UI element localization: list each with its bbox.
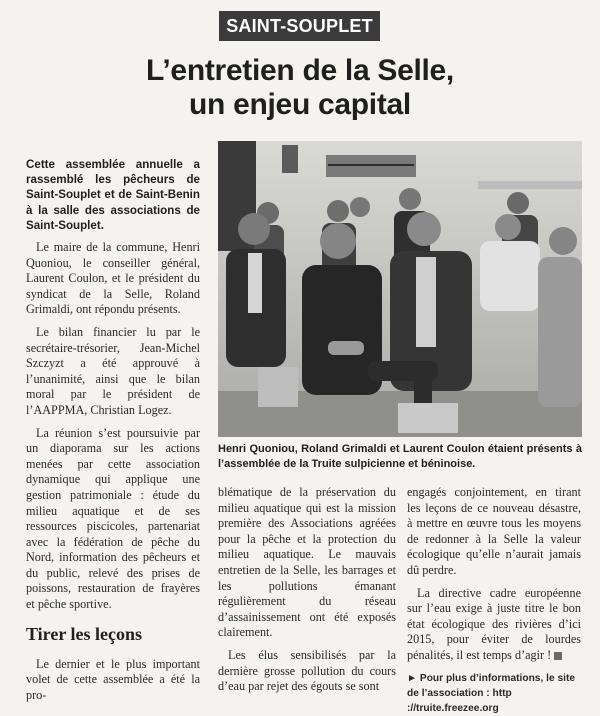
middle-column [218,485,396,702]
paragraph: La réunion s’est poursuivie par un diaporama sur les actions menées par cette association dynamique qui applique une gestion patrimoniale : étude du milieu aquatique et de ses ressources piscicoles, partenariat avec la fédération de pêche du Nord, information des pêcheurs et du public, relevé des prises de poissons, restauration de frayères et pêche sportive. [26,425,200,612]
right-column [407,485,581,716]
meeting-photo [218,141,582,437]
paragraph: Les élus sensibilisés par la dernière grosse pollution du cours d’eau par rejet des égouts se sont [218,647,396,694]
headline-line-2: un enjeu capital [189,88,411,121]
more-info-link: ► Pour plus d’informations, le site de l’association : http ://truite.freezee.org [407,672,576,714]
meeting-photo-illustration [218,141,582,437]
paragraph: blématique de la préservation du milieu aquatique qui est la mission première des Associations agréées pour la pêche et la protection du milieu aquatique. Le mauvais entretien de la Selle, les barrages et les pollutions émanant régulièrement du réseau d’assainissement ont été exposés clairement. [218,485,396,640]
paragraph: Le dernier et le plus important volet de cette assemblée a été la pro- [26,656,200,702]
section-kicker: SAINT-SOUPLET [219,11,380,41]
headline-line-1: L’entretien de la Selle, [146,54,454,87]
left-column [26,157,200,710]
article-chapo: Cette assemblée annuelle a rassemblé les pêcheurs de Saint-Souplet et de Saint-Benin à la salle des associations de Saint-Souplet. [26,158,200,232]
paragraph [407,586,581,664]
paragraph-text: La directive cadre européenne sur l’eau exige à juste titre le bon état écologique des rivières d’ici 2015, pour éviter de lourdes pénalités, il est temps d’agir ! [407,585,581,662]
article-subhead: Tirer les leçons [26,623,142,644]
paragraph: engagés conjointement, en tirant les leçons de ce nouveau désastre, à mettre en œuvre tous les moyens de redonner à la Selle la valeur écologique qu’elle n’aurait jamais dû perdre. [407,485,581,577]
paragraph: Le maire de la commune, Henri Quoniou, le conseiller général, Laurent Coulon, et le président du syndicat de la Selle, Roland Grimaldi, ont répondu présents. [26,240,200,317]
photo-caption: Henri Quoniou, Roland Grimaldi et Laurent Coulon étaient présents à l’assemblée de la Truite sulpicienne et béninoise. [218,443,582,470]
end-of-article-mark [554,652,562,660]
paragraph: Le bilan financier lu par le secrétaire-trésorier, Jean-Michel Szczyzt a été approuvé à l’unanimité, ainsi que le bilan moral par le président de l’AAPPMA, Christian Logez. [26,324,200,417]
article-headline [60,54,540,122]
